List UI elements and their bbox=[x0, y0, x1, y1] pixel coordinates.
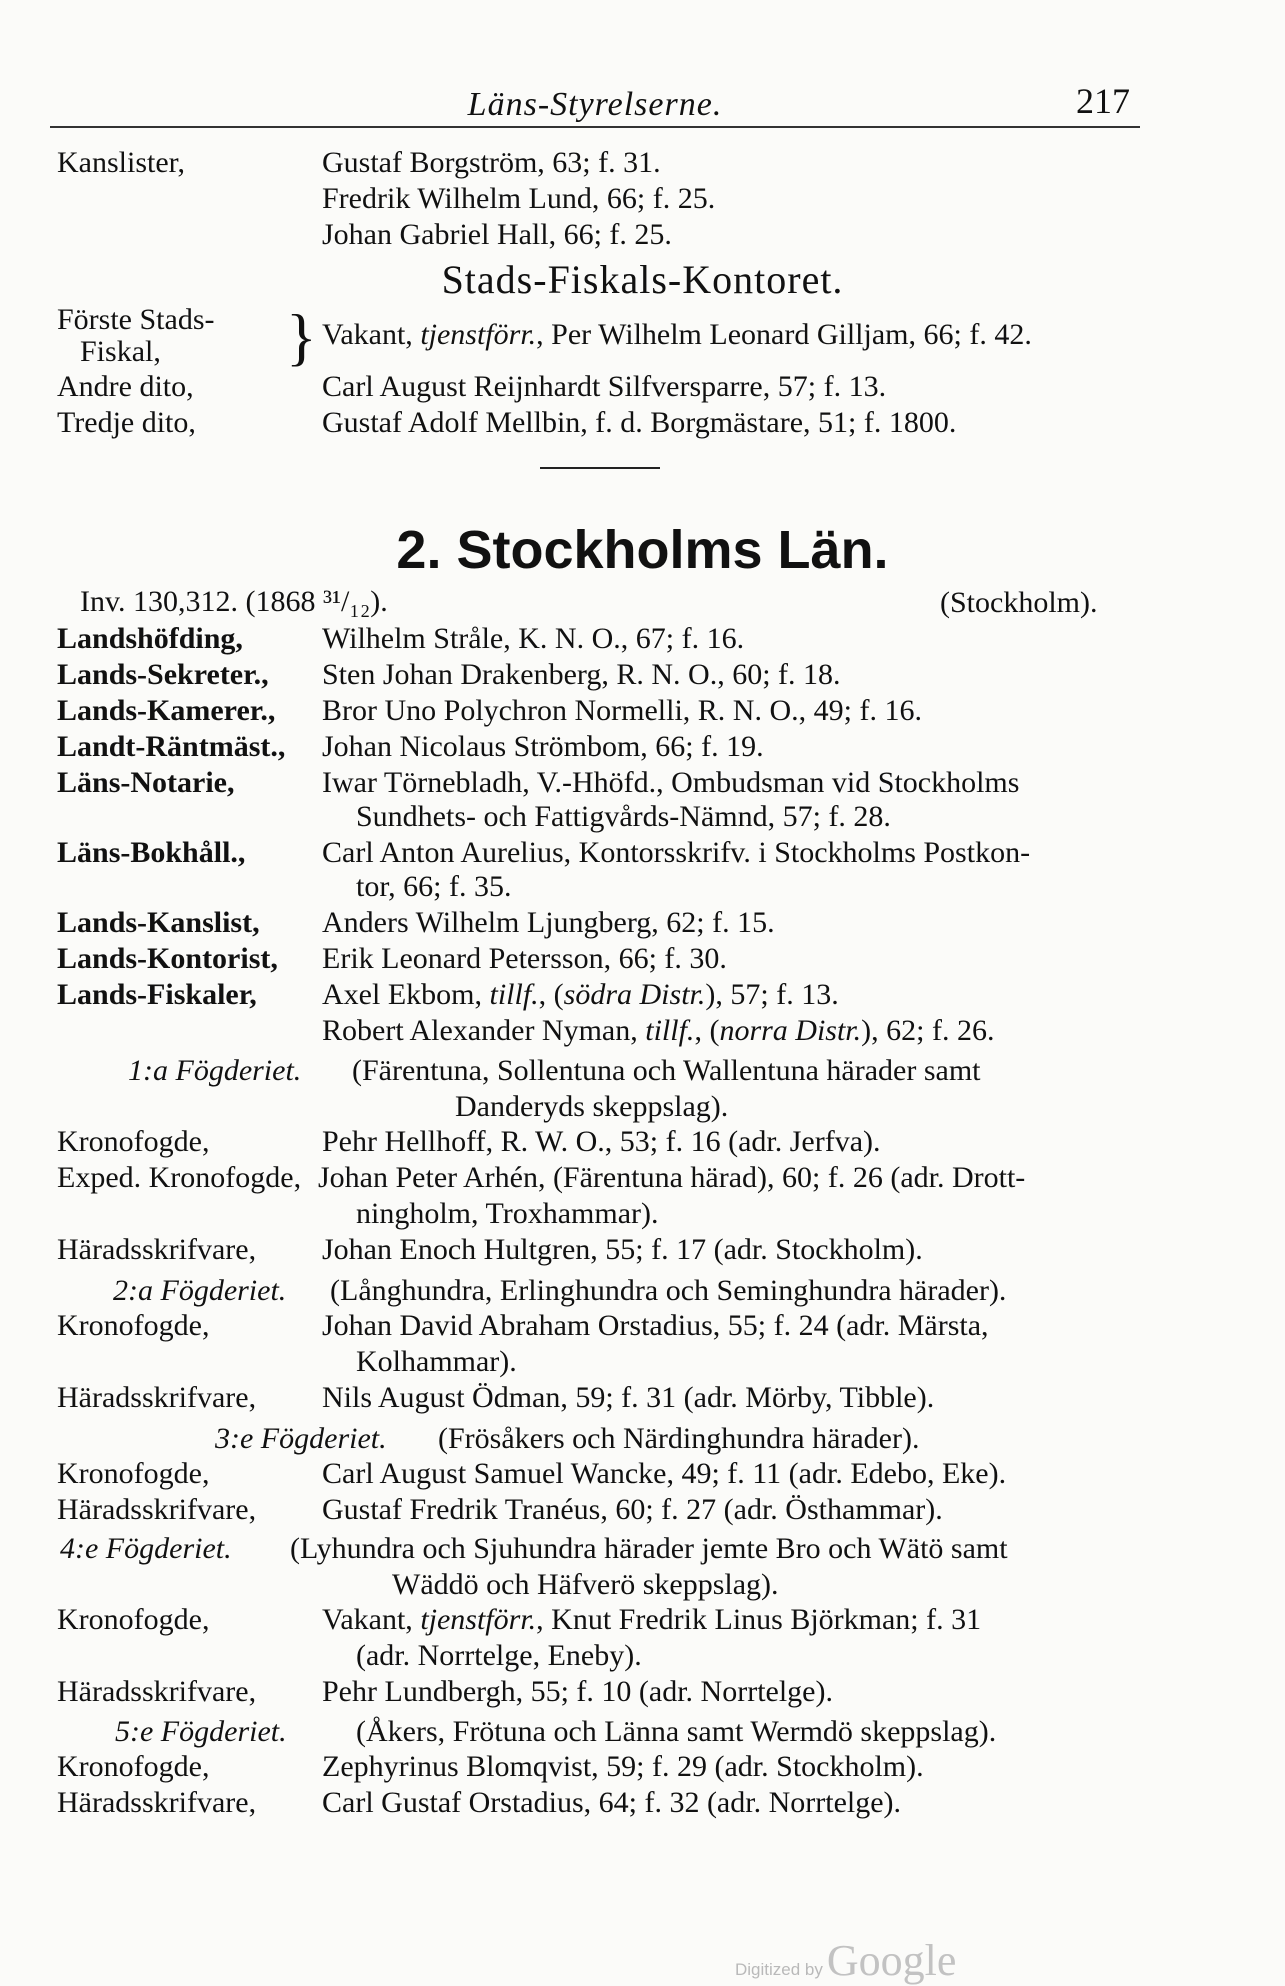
forste-label-cont: Fiskal, bbox=[80, 335, 161, 368]
kronofogde-value: Vakant, tjenstförr., Knut Fredrik Linus Björkman; f. 31 bbox=[322, 1603, 982, 1636]
haradsskrifvare-label: Häradsskrifvare, bbox=[57, 1493, 257, 1526]
fogderi-desc-cont: Danderyds skeppslag). bbox=[455, 1090, 729, 1123]
exped-kronofogde-label: Exped. Kronofogde, bbox=[57, 1161, 302, 1194]
official-label: Lands-Kontorist, bbox=[57, 942, 278, 975]
kronofogde-value: Pehr Hellhoff, R. W. O., 53; f. 16 (adr. Jerfva). bbox=[322, 1125, 881, 1158]
kronofogde-label: Kronofogde, bbox=[57, 1457, 210, 1490]
kronofogde-value: Zephyrinus Blomqvist, 59; f. 29 (adr. Stockholm). bbox=[322, 1750, 924, 1783]
seat-label: (Stockholm). bbox=[940, 586, 1098, 619]
haradsskrifvare-value: Gustaf Fredrik Tranéus, 60; f. 27 (adr. Östhammar). bbox=[322, 1493, 943, 1526]
haradsskrifvare-label: Häradsskrifvare, bbox=[57, 1786, 257, 1819]
official-value: Wilhelm Stråle, K. N. O., 67; f. 16. bbox=[322, 622, 745, 655]
haradsskrifvare-label: Häradsskrifvare, bbox=[57, 1233, 257, 1266]
haradsskrifvare-value: Nils August Ödman, 59; f. 31 (adr. Mörby, Tibble). bbox=[322, 1381, 935, 1414]
fogderi-desc: (Frösåkers och Närdinghundra härader). bbox=[438, 1422, 920, 1455]
tredje-label: Tredje dito, bbox=[57, 406, 196, 439]
official-value: Anders Wilhelm Ljungberg, 62; f. 15. bbox=[322, 906, 775, 939]
fogderi-title: 4:e Fögderiet. bbox=[60, 1532, 232, 1565]
fogderi-desc: (Långhundra, Erlinghundra och Seminghundra härader). bbox=[330, 1274, 1007, 1307]
page-number: 217 bbox=[1076, 81, 1130, 121]
official-label: Landshöfding, bbox=[57, 622, 243, 655]
kanslist-line: Johan Gabriel Hall, 66; f. 25. bbox=[322, 218, 672, 251]
exped-kronofogde-cont: ningholm, Troxhammar). bbox=[356, 1197, 659, 1230]
running-header bbox=[50, 76, 1140, 128]
forste-value: Vakant, tjenstförr., Per Wilhelm Leonard Gilljam, 66; f. 42. bbox=[322, 318, 1032, 351]
section-divider bbox=[540, 467, 660, 469]
kronofogde-label: Kronofogde, bbox=[57, 1603, 210, 1636]
haradsskrifvare-value: Carl Gustaf Orstadius, 64; f. 32 (adr. Norrtelge). bbox=[322, 1786, 902, 1819]
inventory-line: Inv. 130,312. (1868 ³¹/₁₂). bbox=[80, 585, 388, 618]
fogderi-desc: (Färentuna, Sollentuna och Wallentuna härader samt bbox=[352, 1054, 981, 1087]
digitized-watermark bbox=[735, 1935, 956, 1986]
fiskaler-line: Axel Ekbom, tillf., (södra Distr.), 57; f. 13. bbox=[322, 978, 839, 1011]
kronofogde-cont: (adr. Norrtelge, Eneby). bbox=[356, 1639, 642, 1672]
kronofogde-value: Carl August Samuel Wancke, 49; f. 11 (adr. Edebo, Eke). bbox=[322, 1457, 1007, 1490]
google-logo: Google bbox=[826, 1936, 957, 1985]
kronofogde-label: Kronofogde, bbox=[57, 1125, 210, 1158]
haradsskrifvare-label: Häradsskrifvare, bbox=[57, 1381, 257, 1414]
fogderi-title: 2:a Fögderiet. bbox=[113, 1274, 287, 1307]
official-label: Lands-Kanslist, bbox=[57, 906, 260, 939]
fogderi-desc-cont: Wäddö och Häfverö skeppslag). bbox=[392, 1568, 779, 1601]
official-label: Lands-Sekreter., bbox=[57, 658, 269, 691]
official-value: Carl Anton Aurelius, Kontorsskrifv. i Stockholms Postkon- bbox=[322, 836, 1031, 869]
andre-value: Carl August Reijnhardt Silfversparre, 57; f. 13. bbox=[322, 370, 887, 403]
digitized-label: Digitized by bbox=[735, 1960, 823, 1979]
haradsskrifvare-label: Häradsskrifvare, bbox=[57, 1675, 257, 1708]
official-value-cont: Sundhets- och Fattigvårds-Nämnd, 57; f. 28. bbox=[356, 800, 891, 833]
fogderi-desc: (Lyhundra och Sjuhundra härader jemte Bro och Wätö samt bbox=[290, 1532, 1008, 1565]
kronofogde-value: Johan David Abraham Orstadius, 55; f. 24 (adr. Märsta, bbox=[322, 1309, 989, 1342]
kanslist-line: Fredrik Wilhelm Lund, 66; f. 25. bbox=[322, 182, 716, 215]
official-value: Sten Johan Drakenberg, R. N. O., 60; f. 18. bbox=[322, 658, 841, 691]
kanslister-label: Kanslister, bbox=[57, 146, 185, 179]
haradsskrifvare-value: Johan Enoch Hultgren, 55; f. 17 (adr. Stockholm). bbox=[322, 1233, 923, 1266]
fiskaler-label: Lands-Fiskaler, bbox=[57, 978, 257, 1011]
official-value: Bror Uno Polychron Normelli, R. N. O., 49; f. 16. bbox=[322, 694, 922, 727]
haradsskrifvare-value: Pehr Lundbergh, 55; f. 10 (adr. Norrtelge). bbox=[322, 1675, 833, 1708]
official-label: Lands-Kamerer., bbox=[57, 694, 276, 727]
official-value: Erik Leonard Petersson, 66; f. 30. bbox=[322, 942, 727, 975]
official-label: Läns-Notarie, bbox=[57, 766, 235, 799]
brace-icon: } bbox=[286, 301, 317, 372]
forste-label: Förste Stads- bbox=[57, 303, 215, 336]
fogderi-desc: (Åkers, Frötuna och Länna samt Wermdö skeppslag). bbox=[356, 1715, 997, 1748]
official-value: Iwar Törnebladh, V.-Hhöfd., Ombudsman vid Stockholms bbox=[322, 766, 1020, 799]
fogderi-title: 3:e Fögderiet. bbox=[215, 1422, 387, 1455]
running-title: Läns-Styrelserne. bbox=[467, 86, 723, 123]
fiskaler-line: Robert Alexander Nyman, tillf., (norra Distr.), 62; f. 26. bbox=[322, 1014, 995, 1047]
andre-label: Andre dito, bbox=[57, 370, 194, 403]
exped-kronofogde-value: Johan Peter Arhén, (Färentuna härad), 60; f. 26 (adr. Drott- bbox=[318, 1161, 1026, 1194]
fogderi-title: 5:e Fögderiet. bbox=[115, 1715, 287, 1748]
kronofogde-label: Kronofogde, bbox=[57, 1309, 210, 1342]
official-value: Johan Nicolaus Strömbom, 66; f. 19. bbox=[322, 730, 764, 763]
tredje-value: Gustaf Adolf Mellbin, f. d. Borgmästare, 51; f. 1800. bbox=[322, 406, 957, 439]
fiskal-heading: Stads-Fiskals-Kontoret. bbox=[441, 257, 844, 302]
section-title: 2. Stockholms Län. bbox=[396, 520, 889, 580]
official-label: Landt-Räntmäst., bbox=[57, 730, 286, 763]
kanslist-line: Gustaf Borgström, 63; f. 31. bbox=[322, 146, 661, 179]
official-label: Läns-Bokhåll., bbox=[57, 836, 246, 869]
fogderi-title: 1:a Fögderiet. bbox=[128, 1054, 302, 1087]
official-value-cont: tor, 66; f. 35. bbox=[356, 870, 512, 903]
kronofogde-label: Kronofogde, bbox=[57, 1750, 210, 1783]
kronofogde-cont: Kolhammar). bbox=[356, 1345, 517, 1378]
